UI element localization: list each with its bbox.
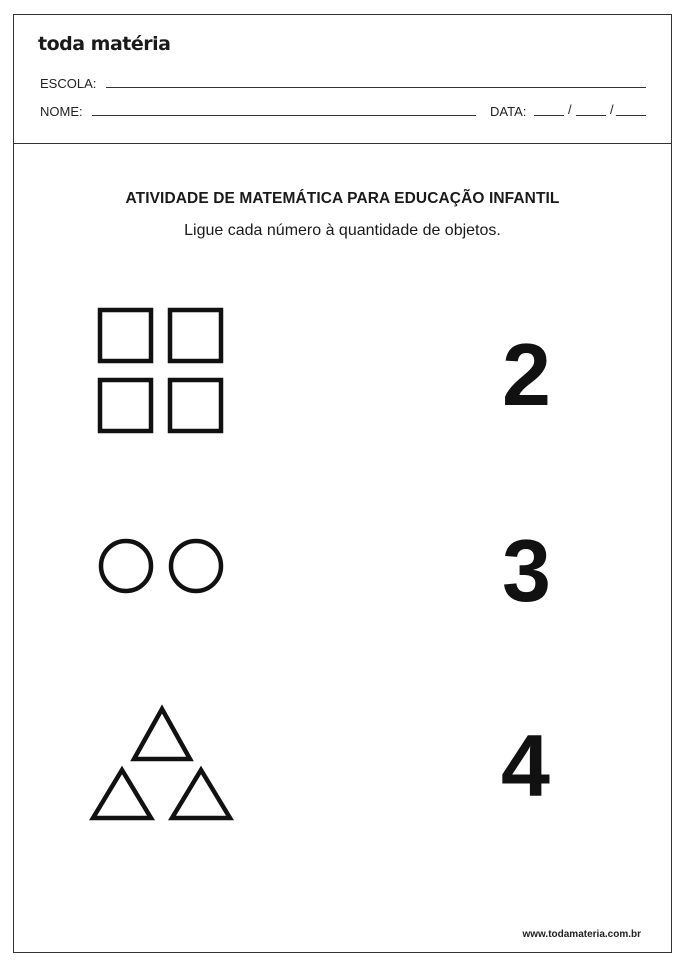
- activity-instruction: Ligue cada número à quantidade de objetos.: [184, 222, 501, 239]
- square-shape: [100, 380, 151, 431]
- name-label: NOME:: [40, 104, 83, 119]
- date-separator: /: [568, 102, 572, 117]
- school-label: ESCOLA:: [40, 76, 97, 91]
- square-shape: [170, 310, 221, 361]
- squares-group[interactable]: [94, 305, 234, 440]
- number-option[interactable]: 3: [502, 521, 551, 620]
- date-year-field[interactable]: [616, 115, 646, 116]
- triangle-shape: [172, 770, 230, 818]
- square-shape: [170, 380, 221, 431]
- school-field[interactable]: [106, 87, 646, 88]
- date-day-field[interactable]: [534, 115, 564, 116]
- date-separator: /: [610, 102, 614, 117]
- circle-shape: [101, 541, 151, 591]
- name-field[interactable]: [92, 115, 476, 116]
- triangles-group[interactable]: [88, 703, 238, 823]
- triangle-shape: [93, 770, 151, 818]
- date-month-field[interactable]: [576, 115, 606, 116]
- circle-shape: [171, 541, 221, 591]
- number-option[interactable]: 4: [501, 716, 550, 815]
- number-option[interactable]: 2: [502, 325, 551, 424]
- activity-title: ATIVIDADE DE MATEMÁTICA PARA EDUCAÇÃO INFANTIL: [125, 190, 560, 207]
- header: [14, 15, 671, 144]
- square-shape: [100, 310, 151, 361]
- brand-logo: toda matéria: [38, 33, 171, 55]
- circles-group[interactable]: [94, 535, 234, 600]
- footer-url: www.todamateria.com.br: [522, 929, 641, 940]
- worksheet: [13, 14, 672, 953]
- triangle-shape: [134, 709, 190, 759]
- date-label: DATA:: [490, 104, 527, 119]
